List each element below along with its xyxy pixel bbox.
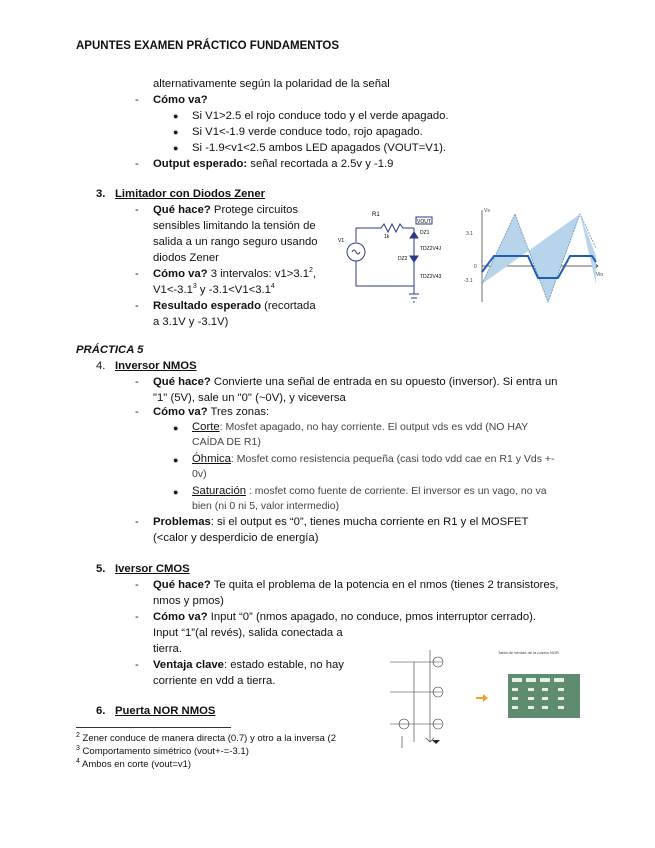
text-line: (<calor y desperdicio de energía) xyxy=(153,532,319,544)
footnote: $^3$ Comportamento simétrico (vout+-=-3.1) xyxy=(76,744,249,757)
bullet-item: Si V1<-1.9 verde conduce todo, rojo apagado. xyxy=(192,126,423,138)
dash-marker: - xyxy=(135,611,139,623)
bullet-marker: ● xyxy=(173,455,179,465)
bullet-item: Óhmica: Mosfet como resistencia pequeña (casi todo vdd cae en R1 y Vds +- xyxy=(192,453,555,465)
text-line: $V1<-3.1^3$ y $-3.1<V1<3.1^4$ xyxy=(153,283,275,296)
zener-circuit-diagram xyxy=(336,206,446,306)
graph-tick-neg: -3.1 xyxy=(464,278,473,284)
text-line: Qué hace? Te quita el problema de la potencia en el nmos (tienes 2 transistores, xyxy=(153,579,559,591)
text-line: Problemas: si el output es “0”, tienes mucha corriente en R1 y el MOSFET xyxy=(153,516,529,528)
dash-marker: - xyxy=(135,204,139,216)
nor-gate-figure xyxy=(382,640,582,752)
dash-marker: - xyxy=(135,659,139,671)
dash-marker: - xyxy=(135,158,139,170)
section-title: Inversor NMOS xyxy=(115,360,197,372)
page-header: APUNTES EXAMEN PRÁCTICO FUNDAMENTOS xyxy=(76,40,340,52)
section-number: 3. xyxy=(96,188,106,200)
bullet-item: Si -1.9<v1<2.5 ambos LED apagados (VOUT=V1). xyxy=(192,142,447,154)
r1-value: 1k xyxy=(384,234,390,240)
bullet-marker: ● xyxy=(173,127,179,137)
dash-marker: - xyxy=(135,406,139,418)
graph-tick-pos: 3.1 xyxy=(466,231,473,237)
graph-x-label: Vin xyxy=(596,272,604,278)
text-line: sensibles limitando la tensión de xyxy=(153,220,316,232)
text-line: Resultado esperado (recortada xyxy=(153,300,316,312)
bullet-marker: ● xyxy=(173,143,179,153)
bullet-marker: ● xyxy=(173,111,179,121)
bullet-marker: ● xyxy=(173,487,179,497)
r1-label: R1 xyxy=(372,212,380,218)
como-line: Cómo va? xyxy=(153,94,208,106)
bullet-item-cont: bien (ni 0 ni 5, valor intermedio) xyxy=(192,500,340,512)
graph-tick-zero: 0 xyxy=(474,264,477,270)
text-line: tierra. xyxy=(153,643,182,655)
dz2-model: TDZ2V43 xyxy=(420,274,442,280)
footnote: $^2$ Zener conduce de manera directa (0.7) y otro a la inversa (2 xyxy=(76,731,337,744)
dash-marker: - xyxy=(135,268,139,280)
text-line: alternativamente según la polaridad de la señal xyxy=(153,78,390,90)
dash-marker: - xyxy=(135,94,139,106)
dz2-label: DZ2 xyxy=(398,256,408,262)
section-title: Puerta NOR NMOS xyxy=(115,705,216,717)
text-line: Qué hace? Protege circuitos xyxy=(153,204,299,216)
practica-title: PRÁCTICA 5 xyxy=(76,344,144,356)
graph-y-label: Vs xyxy=(484,208,490,214)
text-line: Cómo va? Input “0” (nmos apagado, no conduce, pmos interruptor cerrado). xyxy=(153,611,537,623)
truth-table-title: Tabla de verdad de la puerta NOR xyxy=(498,650,559,655)
text-line: salida a un rango seguro usando xyxy=(153,236,318,248)
dash-marker: - xyxy=(135,516,139,528)
dz1-model: TDZ2V4J xyxy=(420,246,442,252)
dash-marker: - xyxy=(135,300,139,312)
section-number: 5. xyxy=(96,563,106,575)
bullet-item: Si V1>2.5 el rojo conduce todo y el verde apagado. xyxy=(192,110,449,122)
bullet-marker: ● xyxy=(173,423,179,433)
text-line: Qué hace? Convierte una señal de entrada en su opuesto (inversor). Si entra un xyxy=(153,376,558,388)
section-title: Iversor CMOS xyxy=(115,563,190,575)
dash-marker: - xyxy=(135,376,139,388)
text-line: Cómo va? Tres zonas: xyxy=(153,406,270,418)
dash-marker: - xyxy=(135,579,139,591)
text-line: diodos Zener xyxy=(153,252,219,264)
bullet-item: Corte: Mosfet apagado, no hay corriente. El output vds es vdd (NO HAY xyxy=(192,421,529,433)
footnote: $^4$ Ambos en corte (vout=v1) xyxy=(76,757,192,770)
bullet-item: Saturación : mosfet como fuente de corriente. El inversor es un vago, no va xyxy=(192,485,547,497)
bullet-item-cont: 0v) xyxy=(192,468,207,480)
section-number: 4. xyxy=(96,360,106,372)
text-line: corriente en vdd a tierra. xyxy=(153,675,276,687)
section-number: 6. xyxy=(96,705,106,717)
text-line: a 3.1V y -3.1V) xyxy=(153,316,229,328)
text-line: Ventaja clave: estado estable, no hay xyxy=(153,659,344,671)
arrow-icon xyxy=(476,694,488,702)
text-line: Cómo va? 3 intervalos: $v1>3.1^2$, xyxy=(153,267,317,280)
bullet-item-cont: CAÍDA DE R1) xyxy=(192,436,261,448)
footnote-divider xyxy=(76,727,231,728)
text-line: Input “1”(al revés), salida conectada a xyxy=(153,627,343,639)
section-title: Limitador con Diodos Zener xyxy=(115,188,266,200)
output-line: Output esperado: señal recortada a 2.5v y -1.9 xyxy=(153,158,394,170)
input-triangle-fill xyxy=(482,214,596,302)
text-line: nmos y pmos) xyxy=(153,595,224,607)
dz1-label: DZ1 xyxy=(420,230,430,236)
v1-label: V1 xyxy=(338,238,345,244)
vout-label: VOUT xyxy=(417,219,431,225)
zener-output-graph xyxy=(460,206,610,306)
text-line: "1" (5V), sale un "0" (~0V), y viceversa xyxy=(153,392,346,404)
